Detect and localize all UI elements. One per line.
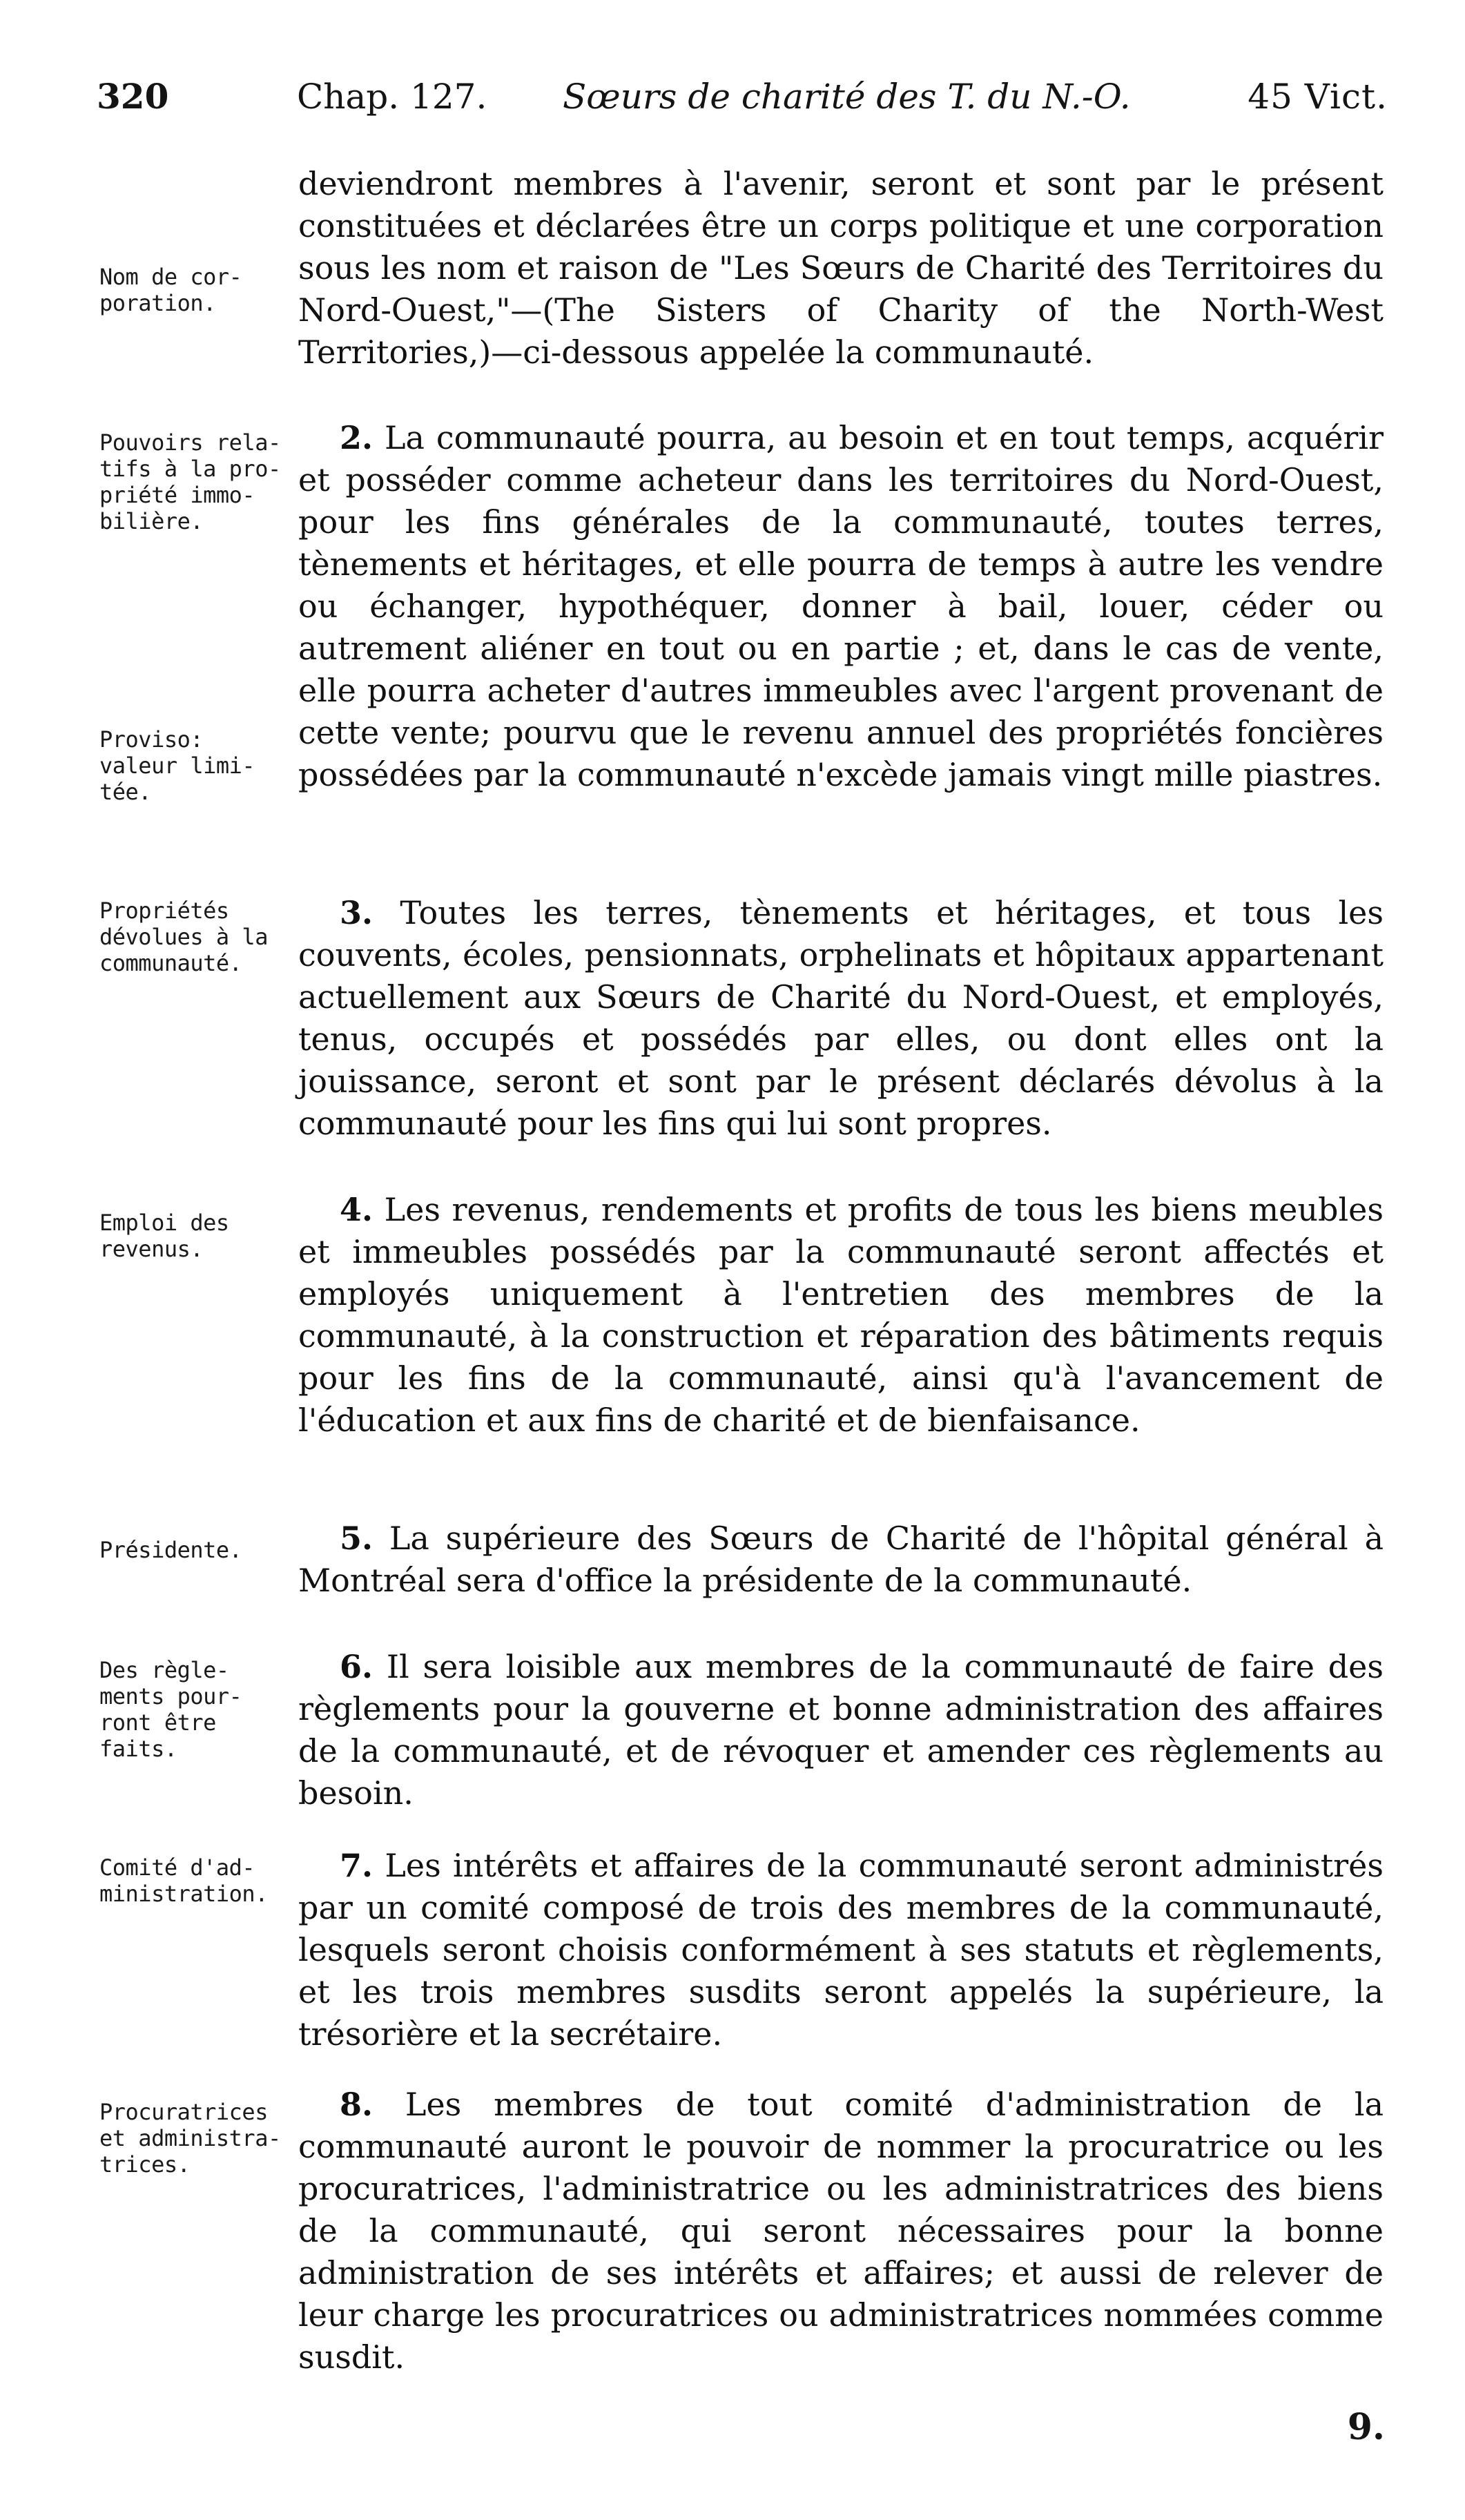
article-number: 5.: [340, 1520, 373, 1557]
section-text: [298, 1646, 1384, 1814]
article-number: 3.: [340, 894, 373, 931]
margin-note-procuratrices: Procuratrices et administra- trices.: [99, 2099, 281, 2178]
margin-note-property: Propriétés dévolues à la communauté.: [99, 898, 268, 976]
margin-note-revenue: Emploi des revenus.: [99, 1210, 229, 1262]
article-text: Les revenus, rendements et profits de tous les biens meubles et immeubles possédés par la communauté seront affectés et employés uniquement à l'entretien des membres de la communauté, à la construction et réparation des bâtiments requis pour les fins de la communauté, ainsi qu'à l'avancement de l'éducation et aux fins de charité et de bienfaisance.: [298, 1191, 1384, 1439]
margin-note-powers: Pouvoirs rela- tifs à la pro- priété immo- bilière.: [99, 429, 281, 534]
running-title: Sœurs de charité des T. du N.-O.: [563, 77, 1131, 117]
session-label: 45 Vict.: [1248, 77, 1388, 117]
margin-note-proviso: Proviso: valeur limi- tée.: [99, 726, 255, 805]
section-text: [298, 1189, 1384, 1442]
margin-note-regulations: Des règle- ments pour- ront être faits.: [99, 1657, 242, 1762]
section-text: deviendront membres à l'avenir, seront et sont par le présent constituées et déclarées être un corps politique et une corporation sous les nom et raison de "Les Sœurs de Charité des Territoires du Nord-Ouest,"—(The Sisters of Charity of the North-West Territories,)—ci-dessous appelée la communauté.: [298, 165, 1384, 371]
article-text: La communauté pourra, au besoin et en tout temps, acquérir et posséder comme acheteur dans les territoires du Nord-Ouest, pour les fins générales de la communauté, toutes terres, tènements et héritages, et elle pourra de temps à autre les vendre ou échanger, hypothéquer, donner à bail, louer, céder ou autrement aliéner en tout ou en partie ; et, dans le cas de vente, elle pourra acheter d'autres immeubles avec l'argent provenant de cette vente; pourvu que le revenu annuel des propriétés foncières possédées par la communauté n'excède jamais vingt mille piastres.: [298, 419, 1384, 793]
section-text: [298, 1845, 1384, 2055]
page-number: 320: [97, 76, 169, 117]
article-number: 7.: [340, 1847, 373, 1884]
catchword: 9.: [1347, 2406, 1385, 2448]
article-text: Les intérêts et affaires de la communauté seront administrés par un comité composé de trois des membres de la communauté, lesquels seront choisis conformément à ses statuts et règlements, et les trois membres susdits seront appelés la supérieure, la trésorière et la secrétaire.: [298, 1847, 1384, 2053]
margin-note-committee: Comité d'ad- ministration.: [99, 1854, 268, 1907]
section-text: [298, 892, 1384, 1145]
article-text: Toutes les terres, tènements et héritages, et tous les couvents, écoles, pensionnats, orphelinats et hôpitaux appartenant actuellement aux Sœurs de Charité du Nord-Ouest, et employés, tenus, occupés et possédés par elles, ou dont elles ont la jouissance, seront et sont par le présent déclarés dévolus à la communauté pour les fins qui lui sont propres.: [298, 894, 1384, 1142]
article-number: 4.: [340, 1191, 373, 1228]
article-number: 8.: [340, 2086, 373, 2123]
article-text: Il sera loisible aux membres de la communauté de faire des règlements pour la gouverne et bonne administration des affaires de la communauté, et de révoquer et amender ces règlements au besoin.: [298, 1648, 1384, 1812]
article-number: 2.: [340, 419, 373, 456]
chapter-label: Chap. 127.: [297, 77, 487, 117]
section-text: [298, 417, 1384, 796]
article-text: La supérieure des Sœurs de Charité de l'hôpital général à Montréal sera d'office la présidente de la communauté.: [298, 1520, 1384, 1599]
page-header: [97, 76, 1388, 131]
article-text: Les membres de tout comité d'administration de la communauté auront le pouvoir de nommer la procuratrice ou les procuratrices, l'administratrice ou les administratrices des biens de la communauté, qui seront nécessaires pour la bonne administration de ses intérêts et affaires; et aussi de relever de leur charge les procuratrices ou administratrices nommées comme susdit.: [298, 2086, 1384, 2376]
section-text: [298, 2084, 1384, 2378]
margin-note-president: Présidente.: [99, 1537, 242, 1563]
article-number: 6.: [340, 1648, 373, 1685]
section-text: [298, 1518, 1384, 1602]
margin-note-corporation-name: Nom de cor- poration.: [99, 264, 242, 316]
